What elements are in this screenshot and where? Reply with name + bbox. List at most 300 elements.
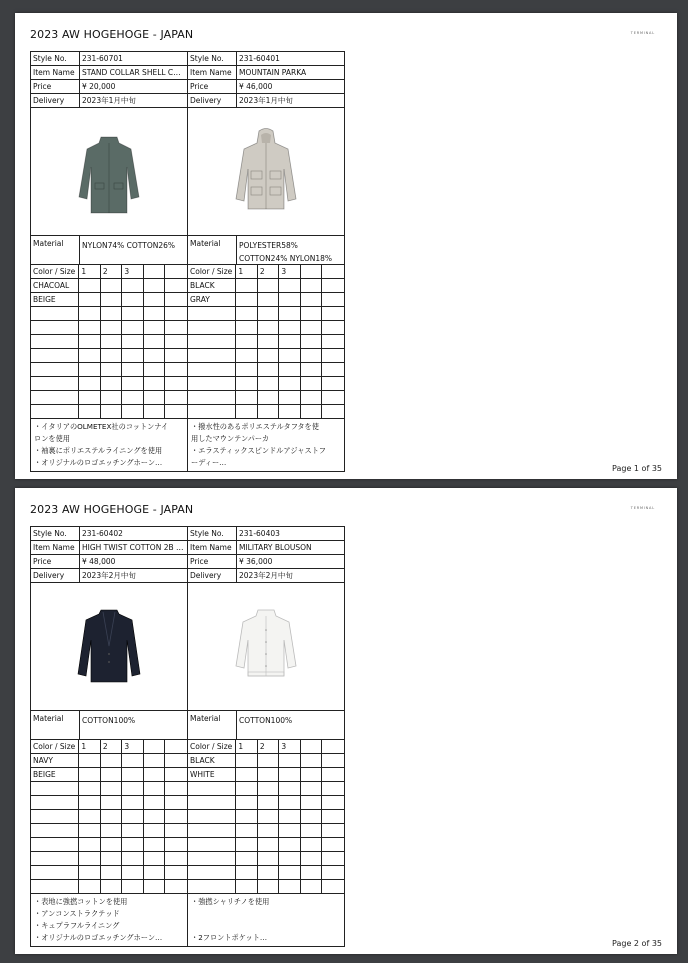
price-value: ¥ 36,000 xyxy=(239,557,273,566)
color-name: BEIGE xyxy=(31,768,79,781)
style-no-row xyxy=(31,527,187,541)
qty-cell xyxy=(122,796,144,809)
qty-cell xyxy=(101,866,123,879)
qty-cell xyxy=(279,838,301,851)
color-name xyxy=(188,810,236,823)
color-row xyxy=(31,335,187,349)
size-header: 2 xyxy=(258,265,280,278)
qty-cell xyxy=(322,852,344,865)
note-line: ・エラスティックスピンドルアジャストフ xyxy=(191,446,326,455)
qty-cell xyxy=(279,754,301,767)
note-line: ・撥水性のあるポリエステルタフタを使 xyxy=(191,422,319,431)
qty-cell xyxy=(279,866,301,879)
note-line: ・強撚シャリチノを使用 xyxy=(191,897,270,906)
qty-cell xyxy=(279,768,301,781)
color-name: BLACK xyxy=(188,754,236,767)
qty-cell xyxy=(122,754,144,767)
qty-cell xyxy=(258,349,280,362)
qty-cell xyxy=(279,321,301,334)
color-name: WHITE xyxy=(188,768,236,781)
price-row xyxy=(188,80,344,94)
qty-cell xyxy=(322,279,344,292)
qty-cell xyxy=(322,321,344,334)
note-line: ・アンコンストラクテッド xyxy=(34,909,120,918)
qty-cell xyxy=(79,810,101,823)
qty-cell xyxy=(279,377,301,390)
qty-cell xyxy=(101,852,123,865)
color-name xyxy=(188,307,236,320)
note-line: ・キュプラフルライニング xyxy=(34,921,120,930)
color-size-header xyxy=(188,265,344,279)
color-row xyxy=(188,349,344,363)
qty-cell xyxy=(165,279,187,292)
color-name xyxy=(31,363,79,376)
qty-cell xyxy=(236,377,258,390)
color-size-label: Color / Size xyxy=(31,740,79,753)
color-row xyxy=(31,782,187,796)
color-row xyxy=(188,391,344,405)
color-row xyxy=(31,852,187,866)
qty-cell xyxy=(301,293,323,306)
qty-cell xyxy=(236,852,258,865)
price-value: ¥ 48,000 xyxy=(82,557,116,566)
qty-cell xyxy=(79,852,101,865)
price-label: Price xyxy=(188,80,237,93)
color-name xyxy=(31,321,79,334)
qty-cell xyxy=(101,754,123,767)
color-row xyxy=(31,754,187,768)
material-value xyxy=(237,711,344,739)
color-row xyxy=(31,768,187,782)
page-2 xyxy=(15,488,677,954)
material-row xyxy=(188,236,344,265)
item-name-row xyxy=(31,541,187,555)
qty-cell xyxy=(101,768,123,781)
qty-cell xyxy=(122,838,144,851)
qty-cell xyxy=(144,391,166,404)
qty-cell xyxy=(236,768,258,781)
qty-cell xyxy=(101,307,123,320)
qty-cell xyxy=(144,866,166,879)
color-name xyxy=(31,880,79,893)
qty-cell xyxy=(165,335,187,348)
delivery-value: 2023年1月中旬 xyxy=(239,96,293,105)
qty-cell xyxy=(122,363,144,376)
style-no-row xyxy=(31,52,187,66)
color-row xyxy=(31,405,187,419)
photo-cell xyxy=(188,583,344,711)
price-label: Price xyxy=(31,555,80,568)
qty-cell xyxy=(165,405,187,418)
item-name-value: MOUNTAIN PARKA xyxy=(239,68,307,77)
notes xyxy=(188,419,344,471)
qty-cell xyxy=(258,377,280,390)
qty-cell xyxy=(144,880,166,893)
qty-cell xyxy=(301,810,323,823)
color-name xyxy=(188,391,236,404)
size-header: 2 xyxy=(258,740,280,753)
qty-cell xyxy=(322,754,344,767)
qty-cell xyxy=(122,307,144,320)
qty-cell xyxy=(79,838,101,851)
material-label: Material xyxy=(188,236,237,264)
qty-cell xyxy=(144,279,166,292)
qty-cell xyxy=(236,866,258,879)
qty-cell xyxy=(236,349,258,362)
qty-cell xyxy=(236,307,258,320)
qty-cell xyxy=(122,391,144,404)
color-name: BLACK xyxy=(188,279,236,292)
color-name xyxy=(31,335,79,348)
qty-cell xyxy=(165,754,187,767)
size-header: 1 xyxy=(236,265,258,278)
qty-cell xyxy=(79,880,101,893)
color-name xyxy=(188,405,236,418)
qty-cell xyxy=(122,810,144,823)
qty-cell xyxy=(79,754,101,767)
qty-cell xyxy=(279,405,301,418)
qty-cell xyxy=(144,824,166,837)
color-row xyxy=(31,838,187,852)
color-row xyxy=(31,796,187,810)
qty-cell xyxy=(122,293,144,306)
qty-cell xyxy=(79,866,101,879)
qty-cell xyxy=(301,866,323,879)
material-line: COTTON100% xyxy=(239,716,293,725)
delivery-row xyxy=(188,94,344,108)
color-size-label: Color / Size xyxy=(188,265,236,278)
qty-cell xyxy=(258,391,280,404)
qty-cell xyxy=(322,377,344,390)
qty-cell xyxy=(258,852,280,865)
color-name xyxy=(31,866,79,879)
qty-cell xyxy=(258,307,280,320)
product-card xyxy=(187,526,345,947)
size-header: 1 xyxy=(236,740,258,753)
qty-cell xyxy=(144,307,166,320)
item-name-row xyxy=(188,541,344,555)
qty-cell xyxy=(144,796,166,809)
qty-cell xyxy=(301,335,323,348)
note-line: ・オリジナルのロゴエッチングホーン… xyxy=(34,458,163,467)
color-row xyxy=(188,307,344,321)
color-size-header xyxy=(188,740,344,754)
color-name xyxy=(31,838,79,851)
delivery-label: Delivery xyxy=(188,569,237,582)
qty-cell xyxy=(165,377,187,390)
color-name xyxy=(188,363,236,376)
qty-cell xyxy=(101,321,123,334)
qty-cell xyxy=(279,852,301,865)
qty-cell xyxy=(236,335,258,348)
qty-cell xyxy=(279,796,301,809)
qty-cell xyxy=(258,279,280,292)
qty-cell xyxy=(122,866,144,879)
material-line: NYLON74% COTTON26% xyxy=(82,241,176,250)
qty-cell xyxy=(144,768,166,781)
qty-cell xyxy=(101,880,123,893)
color-name: NAVY xyxy=(31,754,79,767)
color-name xyxy=(31,796,79,809)
size-header: 2 xyxy=(101,740,123,753)
delivery-row xyxy=(188,569,344,583)
price-label: Price xyxy=(188,555,237,568)
qty-cell xyxy=(322,307,344,320)
qty-cell xyxy=(101,363,123,376)
qty-cell xyxy=(258,824,280,837)
color-row xyxy=(31,363,187,377)
size-header xyxy=(301,265,323,278)
item-name-label: Item Name xyxy=(188,66,237,79)
delivery-label: Delivery xyxy=(31,94,80,107)
qty-cell xyxy=(122,279,144,292)
qty-cell xyxy=(101,279,123,292)
qty-cell xyxy=(236,279,258,292)
qty-cell xyxy=(144,293,166,306)
qty-cell xyxy=(79,405,101,418)
color-row xyxy=(31,824,187,838)
style-no-label: Style No. xyxy=(188,527,237,540)
garment-photo xyxy=(226,602,306,692)
qty-cell xyxy=(79,377,101,390)
qty-cell xyxy=(101,796,123,809)
qty-cell xyxy=(322,838,344,851)
color-row xyxy=(188,377,344,391)
note-line xyxy=(191,920,341,932)
material-value xyxy=(80,711,187,739)
color-name xyxy=(31,391,79,404)
qty-cell xyxy=(165,349,187,362)
qty-cell xyxy=(144,363,166,376)
style-no-value: 231-60701 xyxy=(82,54,123,63)
qty-cell xyxy=(322,349,344,362)
qty-cell xyxy=(165,363,187,376)
product-card xyxy=(187,51,345,472)
color-name: BEIGE xyxy=(31,293,79,306)
qty-cell xyxy=(301,321,323,334)
garment-photo xyxy=(69,602,149,692)
qty-cell xyxy=(79,279,101,292)
qty-cell xyxy=(236,405,258,418)
material-label: Material xyxy=(31,236,80,264)
qty-cell xyxy=(144,852,166,865)
qty-cell xyxy=(101,782,123,795)
color-size-header xyxy=(31,740,187,754)
qty-cell xyxy=(165,307,187,320)
color-name xyxy=(188,782,236,795)
photo-cell xyxy=(31,583,187,711)
delivery-label: Delivery xyxy=(188,94,237,107)
qty-cell xyxy=(322,335,344,348)
color-name xyxy=(188,866,236,879)
color-row xyxy=(188,810,344,824)
size-header xyxy=(165,265,187,278)
qty-cell xyxy=(279,810,301,823)
qty-cell xyxy=(279,293,301,306)
note-line: ・イタリアのOLMETEX社のコットンナイ xyxy=(34,422,169,431)
qty-cell xyxy=(301,363,323,376)
color-row xyxy=(188,293,344,307)
qty-cell xyxy=(258,810,280,823)
qty-cell xyxy=(122,880,144,893)
size-header xyxy=(301,740,323,753)
qty-cell xyxy=(144,782,166,795)
color-row xyxy=(188,768,344,782)
color-row xyxy=(188,754,344,768)
color-name xyxy=(31,782,79,795)
color-name xyxy=(31,824,79,837)
qty-cell xyxy=(279,335,301,348)
color-name xyxy=(188,349,236,362)
qty-cell xyxy=(322,293,344,306)
qty-cell xyxy=(236,880,258,893)
qty-cell xyxy=(144,349,166,362)
item-name-label: Item Name xyxy=(31,541,80,554)
qty-cell xyxy=(322,768,344,781)
qty-cell xyxy=(144,377,166,390)
item-name-value: HIGH TWIST COTTON 2B … xyxy=(82,543,184,552)
qty-cell xyxy=(236,754,258,767)
color-row xyxy=(188,782,344,796)
color-name xyxy=(188,838,236,851)
size-header: 3 xyxy=(122,740,144,753)
qty-cell xyxy=(301,754,323,767)
page-title: 2023 AW HOGEHOGE - JAPAN xyxy=(30,503,194,516)
color-row xyxy=(188,866,344,880)
color-row xyxy=(188,405,344,419)
material-line: POLYESTER58% xyxy=(239,241,298,250)
qty-cell xyxy=(101,838,123,851)
style-no-value: 231-60403 xyxy=(239,529,280,538)
size-header: 3 xyxy=(122,265,144,278)
style-no-label: Style No. xyxy=(31,527,80,540)
color-row xyxy=(188,824,344,838)
note-line: ロンを使用 xyxy=(34,434,70,443)
color-row xyxy=(31,810,187,824)
qty-cell xyxy=(165,852,187,865)
delivery-row xyxy=(31,94,187,108)
item-name-row xyxy=(188,66,344,80)
color-row xyxy=(31,307,187,321)
color-name xyxy=(188,880,236,893)
color-name: GRAY xyxy=(188,293,236,306)
qty-cell xyxy=(258,293,280,306)
color-name xyxy=(188,321,236,334)
color-name xyxy=(31,810,79,823)
color-row xyxy=(31,293,187,307)
photo-cell xyxy=(31,108,187,236)
size-header xyxy=(144,740,166,753)
size-header: 1 xyxy=(79,265,101,278)
qty-cell xyxy=(165,391,187,404)
qty-cell xyxy=(122,782,144,795)
color-row xyxy=(188,880,344,894)
color-row xyxy=(31,866,187,880)
qty-cell xyxy=(101,405,123,418)
item-name-label: Item Name xyxy=(31,66,80,79)
price-row xyxy=(31,555,187,569)
qty-cell xyxy=(79,782,101,795)
qty-cell xyxy=(301,768,323,781)
note-line xyxy=(191,908,341,920)
material-label: Material xyxy=(31,711,80,739)
qty-cell xyxy=(301,307,323,320)
qty-cell xyxy=(279,349,301,362)
price-value: ¥ 46,000 xyxy=(239,82,273,91)
color-row xyxy=(31,279,187,293)
qty-cell xyxy=(122,824,144,837)
qty-cell xyxy=(279,880,301,893)
qty-cell xyxy=(258,782,280,795)
qty-cell xyxy=(101,293,123,306)
qty-cell xyxy=(79,768,101,781)
qty-cell xyxy=(165,880,187,893)
qty-cell xyxy=(165,293,187,306)
qty-cell xyxy=(322,880,344,893)
note-line: ・2フロントポケット… xyxy=(191,933,268,942)
qty-cell xyxy=(301,391,323,404)
delivery-value: 2023年2月中旬 xyxy=(239,571,293,580)
qty-cell xyxy=(165,810,187,823)
color-row xyxy=(188,363,344,377)
qty-cell xyxy=(258,335,280,348)
qty-cell xyxy=(258,405,280,418)
qty-cell xyxy=(144,754,166,767)
size-header: 2 xyxy=(101,265,123,278)
size-header xyxy=(322,740,344,753)
qty-cell xyxy=(258,321,280,334)
qty-cell xyxy=(79,363,101,376)
material-row xyxy=(31,711,187,740)
qty-cell xyxy=(236,838,258,851)
qty-cell xyxy=(258,363,280,376)
material-value xyxy=(237,236,344,264)
item-name-value: STAND COLLAR SHELL C… xyxy=(82,68,181,77)
color-row xyxy=(31,321,187,335)
qty-cell xyxy=(79,796,101,809)
material-row xyxy=(31,236,187,265)
material-line: COTTON100% xyxy=(82,716,136,725)
notes xyxy=(188,894,344,946)
qty-cell xyxy=(236,824,258,837)
qty-cell xyxy=(122,405,144,418)
qty-cell xyxy=(258,768,280,781)
qty-cell xyxy=(301,852,323,865)
garment-photo xyxy=(226,127,306,217)
material-line: COTTON24% NYLON18% xyxy=(239,254,333,263)
qty-cell xyxy=(79,321,101,334)
size-header xyxy=(322,265,344,278)
qty-cell xyxy=(301,838,323,851)
qty-cell xyxy=(279,279,301,292)
color-name: CHACOAL xyxy=(31,279,79,292)
brand-logo: TERMINAL xyxy=(630,31,655,35)
size-header xyxy=(165,740,187,753)
price-row xyxy=(188,555,344,569)
style-no-label: Style No. xyxy=(31,52,80,65)
qty-cell xyxy=(101,377,123,390)
qty-cell xyxy=(144,335,166,348)
page-number: Page 1 of 35 xyxy=(612,464,662,473)
item-name-value: MILITARY BLOUSON xyxy=(239,543,312,552)
qty-cell xyxy=(79,349,101,362)
qty-cell xyxy=(236,391,258,404)
qty-cell xyxy=(301,782,323,795)
color-name xyxy=(188,796,236,809)
qty-cell xyxy=(122,335,144,348)
qty-cell xyxy=(79,307,101,320)
page-title: 2023 AW HOGEHOGE - JAPAN xyxy=(30,28,194,41)
